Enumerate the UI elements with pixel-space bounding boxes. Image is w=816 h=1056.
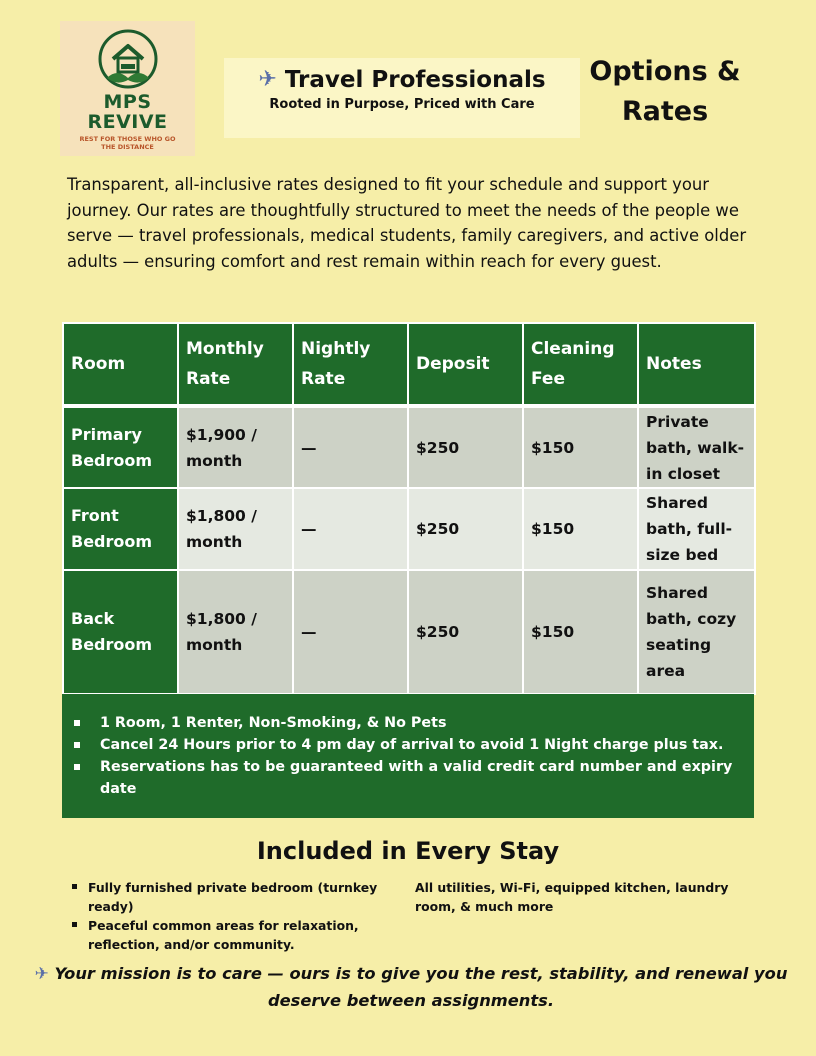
policy-item: 1 Room, 1 Renter, Non-Smoking, & No Pets <box>70 712 740 734</box>
included-item: Fully furnished private bedroom (turnkey ready) <box>70 878 400 916</box>
column-header-notes: Notes <box>638 323 755 406</box>
column-header-deposit: Deposit <box>408 323 523 406</box>
banner-title: Travel Professionals <box>284 67 546 93</box>
included-heading: Included in Every Stay <box>256 837 560 865</box>
logo-name: MPS REVIVE <box>87 91 168 133</box>
nightly-rate-cell: — <box>293 406 408 488</box>
table-row <box>63 406 755 488</box>
column-header-monthly-rate: Monthly Rate <box>178 323 293 406</box>
nightly-rate-cell: — <box>293 488 408 570</box>
policy-item: Cancel 24 Hours prior to 4 pm day of arrival to avoid 1 Night charge plus tax. <box>70 734 740 756</box>
notes-cell: Private bath, walk-in closet <box>638 406 755 488</box>
logo <box>60 21 195 156</box>
notes-cell: Shared bath, full-size bed <box>638 488 755 570</box>
nightly-rate-cell: — <box>293 570 408 694</box>
column-header-room: Room <box>63 323 178 406</box>
policy-list <box>70 712 740 800</box>
closing-statement <box>18 960 804 1014</box>
intro-paragraph: Transparent, all-inclusive rates designed to fit your schedule and support your journey. Our rates are thoughtfully structured to meet the needs of the people we serve — travel professionals, medical students, family caregivers, and active older adults — ensuring comfort and rest remain within reach for every guest. <box>67 175 747 271</box>
page-title: Options & Rates <box>589 56 741 127</box>
header-banner <box>224 58 580 138</box>
monthly-rate-cell: $1,800 / month <box>178 570 293 694</box>
policy-item: Reservations has to be guaranteed with a valid credit card number and expiry date <box>70 756 740 800</box>
table-header-row <box>63 323 755 406</box>
airplane-icon: ✈ <box>258 67 277 92</box>
logo-tagline: REST FOR THOSE WHO GO THE DISTANCE <box>79 135 176 151</box>
room-cell: Back Bedroom <box>63 570 178 694</box>
column-header-nightly-rate: Nightly Rate <box>293 323 408 406</box>
included-item: Peaceful common areas for relaxation, reflection, and/or community. <box>70 916 400 954</box>
monthly-rate-cell: $1,800 / month <box>178 488 293 570</box>
rates-table <box>62 322 756 695</box>
deposit-cell: $250 <box>408 488 523 570</box>
cleaning-fee-cell: $150 <box>523 570 638 694</box>
monthly-rate-cell: $1,900 / month <box>178 406 293 488</box>
closing-text: Your mission is to care — ours is to give you the rest, stability, and renewal you deserve between assignments. <box>54 964 788 1010</box>
deposit-cell: $250 <box>408 406 523 488</box>
room-cell: Primary Bedroom <box>63 406 178 488</box>
banner-subtitle: Rooted in Purpose, Priced with Care <box>269 97 535 112</box>
included-extra-text: All utilities, Wi-Fi, equipped kitchen, laundry room, & much more <box>415 880 729 914</box>
cleaning-fee-cell: $150 <box>523 488 638 570</box>
airplane-icon: ✈ <box>34 964 49 984</box>
room-cell: Front Bedroom <box>63 488 178 570</box>
notes-cell: Shared bath, cozy seating area <box>638 570 755 694</box>
cleaning-fee-cell: $150 <box>523 406 638 488</box>
table-row <box>63 570 755 694</box>
house-with-leaves-icon <box>97 28 159 90</box>
deposit-cell: $250 <box>408 570 523 694</box>
included-list <box>70 878 400 954</box>
column-header-cleaning-fee: Cleaning Fee <box>523 323 638 406</box>
policy-box <box>62 694 754 818</box>
table-row <box>63 488 755 570</box>
